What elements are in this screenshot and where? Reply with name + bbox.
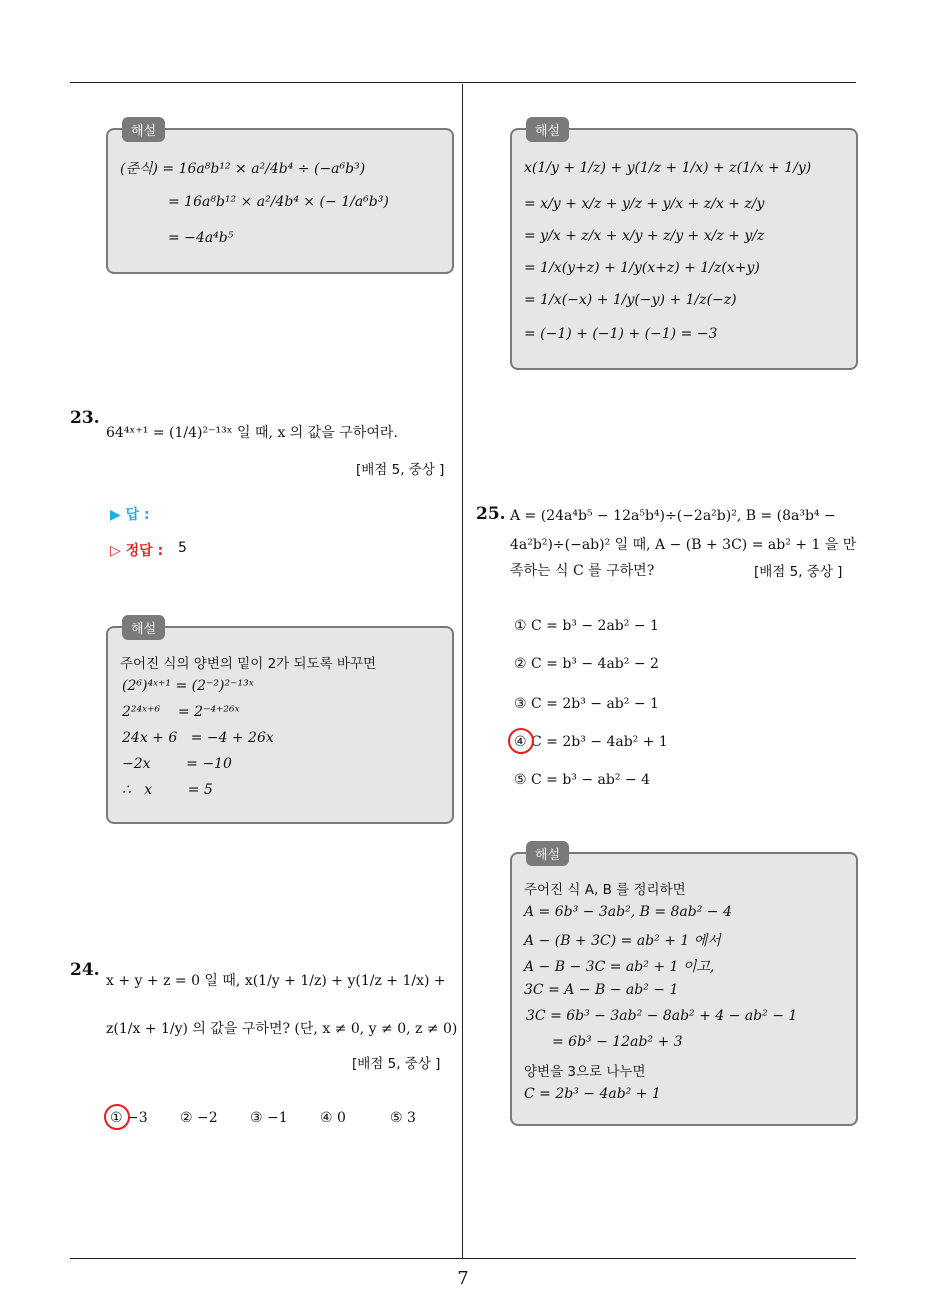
solution-line: = (−1) + (−1) + (−1) = −3 bbox=[524, 326, 718, 342]
solution-line: = −4a⁴b⁵ bbox=[168, 230, 234, 246]
solution-line: ∴ x = 5 bbox=[122, 782, 213, 798]
choice-24-1[interactable]: ① −3 bbox=[110, 1110, 148, 1126]
correct-answer-value: 5 bbox=[178, 540, 187, 556]
choice-24-3[interactable]: ③ −1 bbox=[250, 1110, 288, 1126]
question-25-line3: 족하는 식 C 를 구하면? bbox=[510, 563, 655, 579]
question-24-score: [배점 5, 중상 ] bbox=[352, 1056, 441, 1072]
solution-line: = y/x + z/x + x/y + z/y + x/z + y/z bbox=[524, 228, 765, 244]
question-23-score: [배점 5, 중상 ] bbox=[356, 462, 445, 478]
solution-box-22 bbox=[106, 124, 454, 274]
solution-tag: 해설 bbox=[122, 117, 165, 142]
solution-tag: 해설 bbox=[526, 841, 569, 866]
solution-line: = x/y + x/z + y/z + y/x + z/x + z/y bbox=[524, 196, 765, 212]
choice-25-5[interactable]: ⑤ C = b³ − ab² − 4 bbox=[514, 772, 651, 788]
solution-line: = 6b³ − 12ab² + 3 bbox=[552, 1034, 683, 1050]
solution-line: 3C = 6b³ − 3ab² − 8ab² + 4 − ab² − 1 bbox=[526, 1008, 798, 1024]
solution-intro: 주어진 식 A, B 를 정리하면 bbox=[524, 882, 686, 898]
solution-line: = 16a⁸b¹² × a²/4b⁴ × (− 1/a⁶b³) bbox=[168, 194, 389, 210]
bottom-rule bbox=[70, 1258, 856, 1259]
question-25-line2: 4a²b²)÷(−ab)² 일 때, A − (B + 3C) = ab² + 1 을 만 bbox=[510, 537, 857, 553]
choice-24-4[interactable]: ④ 0 bbox=[320, 1110, 346, 1126]
question-25-score: [배점 5, 중상 ] bbox=[754, 564, 843, 580]
page-number: 7 bbox=[457, 1268, 469, 1289]
top-rule bbox=[70, 82, 856, 83]
solution-line: 3C = A − B − ab² − 1 bbox=[524, 982, 679, 998]
solution-line: 양변을 3으로 나누면 bbox=[524, 1064, 646, 1080]
solution-intro: 주어진 식의 양변의 밑이 2가 되도록 바꾸면 bbox=[120, 656, 377, 672]
solution-tag: 해설 bbox=[122, 615, 165, 640]
question-24-line2: z(1/x + 1/y) 의 값을 구하면? (단, x ≠ 0, y ≠ 0, z ≠ 0) bbox=[106, 1021, 458, 1037]
selected-choice-marker bbox=[104, 1104, 130, 1130]
question-24-line1: x + y + z = 0 일 때, x(1/y + 1/z) + y(1/z + 1/x) + bbox=[106, 973, 446, 989]
solution-box-24 bbox=[510, 124, 858, 370]
question-number-24: 24. bbox=[70, 960, 100, 980]
solution-line: x(1/y + 1/z) + y(1/z + 1/x) + z(1/x + 1/y) bbox=[524, 160, 812, 176]
question-23-text: 64⁴ˣ⁺¹ = (1/4)²⁻¹³ˣ 일 때, x 의 값을 구하여라. bbox=[106, 425, 398, 441]
solution-line: (준식) = 16a⁸b¹² × a²/4b⁴ ÷ (−a⁶b³) bbox=[120, 161, 366, 177]
solution-line: = 1/x(y+z) + 1/y(x+z) + 1/z(x+y) bbox=[524, 260, 760, 276]
solution-line: A = 6b³ − 3ab², B = 8ab² − 4 bbox=[524, 904, 732, 920]
answer-label: ▶ 답 : bbox=[110, 507, 150, 523]
correct-answer-label: ▷ 정답 : bbox=[110, 543, 164, 559]
choice-24-2[interactable]: ② −2 bbox=[180, 1110, 218, 1126]
solution-line: A − (B + 3C) = ab² + 1 에서 bbox=[524, 933, 721, 949]
choice-24-5[interactable]: ⑤ 3 bbox=[390, 1110, 416, 1126]
choice-25-3[interactable]: ③ C = 2b³ − ab² − 1 bbox=[514, 696, 659, 712]
solution-line: C = 2b³ − 4ab² + 1 bbox=[524, 1086, 661, 1102]
solution-tag: 해설 bbox=[526, 117, 569, 142]
solution-box-23 bbox=[106, 622, 454, 824]
selected-choice-marker bbox=[508, 728, 534, 754]
solution-box-25 bbox=[510, 848, 858, 1126]
column-divider bbox=[462, 84, 463, 1258]
question-number-25: 25. bbox=[476, 504, 506, 524]
question-25-line1: A = (24a⁴b⁵ − 12a⁵b⁴)÷(−2a²b)², B = (8a³b⁴ − bbox=[510, 508, 836, 524]
question-number-23: 23. bbox=[70, 408, 100, 428]
solution-line: A − B − 3C = ab² + 1 이고, bbox=[524, 959, 715, 975]
choice-25-4[interactable]: ④ C = 2b³ − 4ab² + 1 bbox=[514, 734, 668, 750]
solution-line: (2⁶)⁴ˣ⁺¹ = (2⁻²)²⁻¹³ˣ bbox=[122, 678, 254, 694]
solution-line: 2²⁴ˣ⁺⁶ = 2⁻⁴⁺²⁶ˣ bbox=[122, 704, 240, 720]
solution-line: −2x = −10 bbox=[122, 756, 232, 772]
solution-line: 24x + 6 = −4 + 26x bbox=[122, 730, 274, 746]
choice-25-1[interactable]: ① C = b³ − 2ab² − 1 bbox=[514, 618, 659, 634]
solution-line: = 1/x(−x) + 1/y(−y) + 1/z(−z) bbox=[524, 292, 737, 308]
choice-25-2[interactable]: ② C = b³ − 4ab² − 2 bbox=[514, 656, 659, 672]
